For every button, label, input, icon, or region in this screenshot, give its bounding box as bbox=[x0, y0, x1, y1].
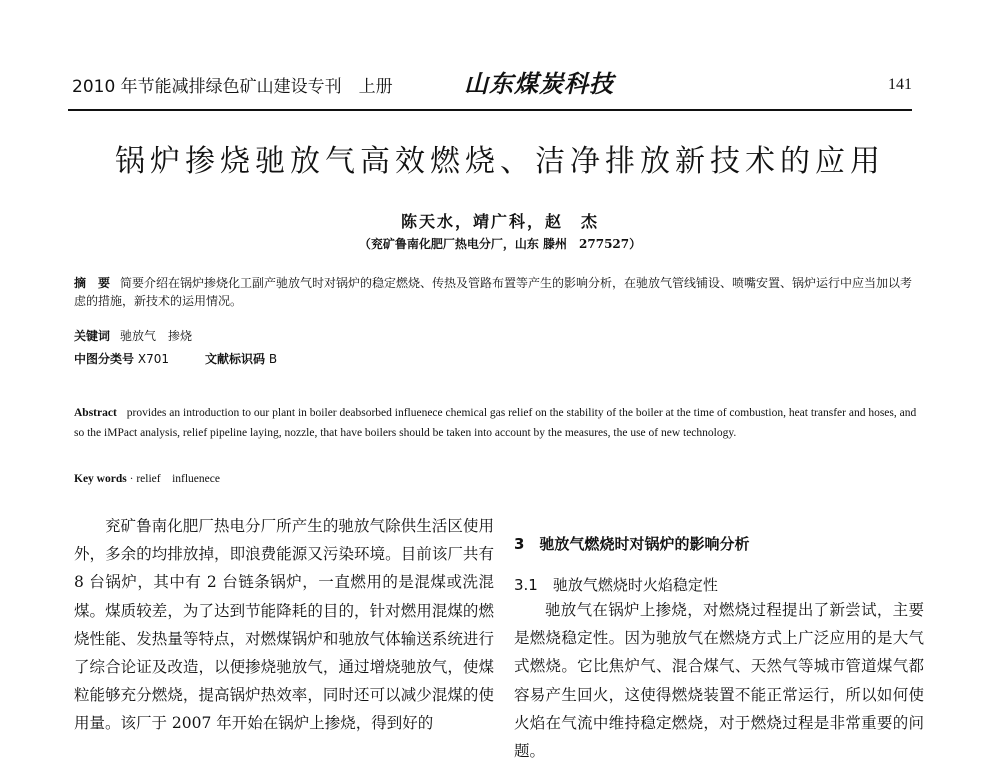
body-left-column: 兖矿鲁南化肥厂热电分厂所产生的驰放气除供生活区使用外，多余的均排放掉，即浪费能源又污染环境。目前该厂共有 8 台锅炉，其中有 2 台链条锅炉，一直燃用的是混煤或洗混煤。煤质较差，为了达到节能降耗的目的，针对燃用混煤的燃烧性能、发热量等特点，对燃煤锅炉和驰放气体输送系统进行了综合论证及改造，以便掺烧驰放气，通过增烧驰放气，使煤粒能够充分燃烧，提高锅炉热效率，同时还可以减少混煤的使用量。该厂于 2007 年开始在锅炉上掺烧，得到好的 bbox=[74, 517, 494, 733]
section-3-heading: 3 驰放气燃烧时对锅炉的影响分析 bbox=[514, 535, 750, 553]
paper-title: 锅炉掺烧驰放气高效燃烧、洁净排放新技术的应用 bbox=[115, 144, 885, 179]
abstract-en-label: Abstract bbox=[74, 407, 117, 419]
authors: 陈天水，靖广科，赵 杰 bbox=[400, 212, 599, 231]
clc-label: 中图分类号 bbox=[74, 352, 135, 366]
keywords-cn bbox=[74, 327, 192, 344]
body-right-column: 驰放气在锅炉上掺烧，对燃烧过程提出了新尝试，主要是燃烧稳定性。因为驰放气在燃烧方式上广泛应用的是大气式燃烧。它比焦炉气、混合煤气、天然气等城市管道煤气都容易产生回火，这使得燃烧装置不能正常运行，所以如何使火焰在气流中维持稳定燃烧，对于燃烧过程是非常重要的问题。 bbox=[514, 601, 924, 761]
doc-code-value: B bbox=[268, 352, 278, 366]
header-rule bbox=[68, 109, 912, 111]
keywords-en-label: Key words bbox=[74, 473, 127, 485]
page-number: 141 bbox=[888, 76, 912, 93]
keywords-cn-text: 驰放气 掺烧 bbox=[120, 329, 193, 343]
affiliation: （兖矿鲁南化肥厂热电分厂，山东 滕州 277527） bbox=[358, 237, 642, 251]
running-header bbox=[72, 66, 912, 106]
doc-code-label: 文献标识码 bbox=[204, 352, 265, 366]
keywords-cn-label: 关键词 bbox=[74, 329, 111, 343]
abstract-en bbox=[74, 403, 924, 443]
journal-issue: 2010 年节能减排绿色矿山建设专刊 上册 bbox=[72, 77, 393, 97]
clc-value: X701 bbox=[137, 352, 169, 366]
section-3-1-heading: 3.1 驰放气燃烧时火焰稳定性 bbox=[514, 576, 718, 594]
keywords-en-text: relief influenece bbox=[136, 473, 220, 485]
journal-name-logo: 山东煤炭科技 bbox=[464, 69, 614, 98]
abstract-en-text: provides an introduction to our plant in boiler deabsorbed influenece chemical gas relief on the stability of the boiler at the time of combustion, heat transfer and hoses, and so the iMPact analysis, relief pipeline laying, nozzle, that have boilers should be taken into account by the measures, the use of new technology. bbox=[74, 407, 917, 439]
classification bbox=[74, 350, 277, 367]
keywords-en: Key words · relief influenece bbox=[74, 473, 220, 485]
abstract-cn-label: 摘 要 bbox=[74, 276, 111, 290]
abstract-cn-text: 简要介绍在锅炉掺烧化工副产驰放气时对锅炉的稳定燃烧、传热及管路布置等产生的影响分析，在驰放气管线铺设、喷嘴安置、锅炉运行中应当加以考虑的措施，新技术的运用情况。 bbox=[74, 276, 913, 308]
abstract-cn bbox=[74, 274, 924, 310]
